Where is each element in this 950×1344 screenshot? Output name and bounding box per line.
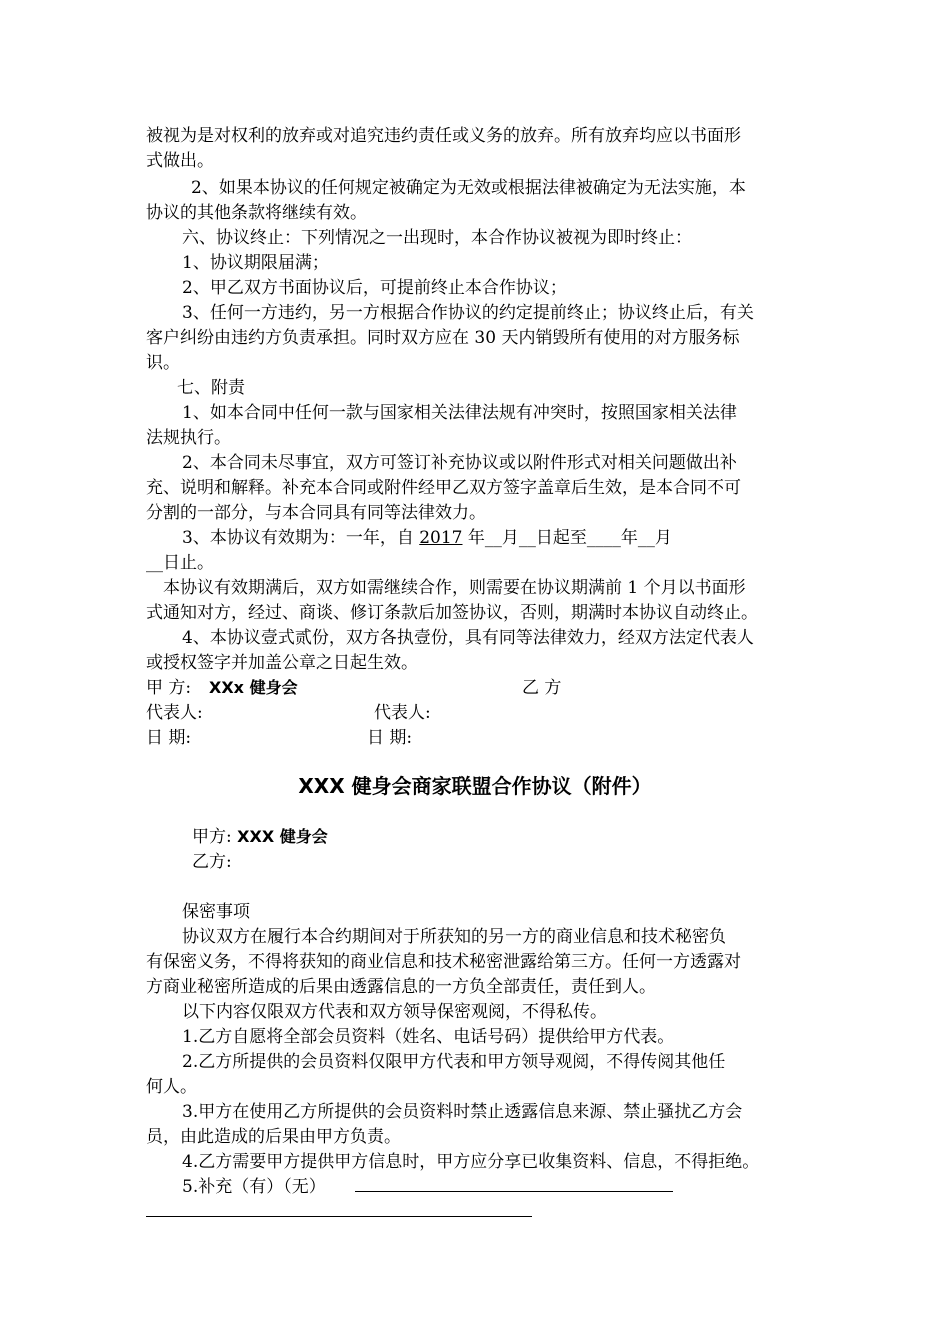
clause-item: 1、协议期限届满； <box>182 253 329 273</box>
paragraph-line: 充、说明和解释。补充本合同或附件经甲乙双方签字盖章后生效，是本合同不可 <box>146 478 741 498</box>
annex-party-b-label: 乙方: <box>192 852 232 872</box>
paragraph-line: 以下内容仅限双方代表和双方领导保密观阅，不得私传。 <box>182 1002 607 1022</box>
annex-item: 4.乙方需要甲方提供甲方信息时，甲方应分享已收集资料、信息，不得拒绝。 <box>182 1152 760 1172</box>
term-prefix: 3、本协议有效期为：一年，自 <box>182 528 414 548</box>
party-b-label: 乙 方 <box>522 678 562 698</box>
paragraph-line: 本协议有效期满后，双方如需继续合作，则需要在协议期满前 1 个月以书面形 <box>163 578 746 598</box>
paragraph-line: 式通知对方，经过、商谈、修订条款后加签协议，否则，期满时本协议自动终止。 <box>146 603 758 623</box>
paragraph-line: 法规执行。 <box>146 428 231 448</box>
paragraph-line: 式做出。 <box>146 151 214 171</box>
paragraph-line: 方商业秘密所造成的后果由透露信息的一方负全部责任，责任到人。 <box>146 977 656 997</box>
paragraph-line: 分割的一部分，与本合同具有同等法律效力。 <box>146 503 486 523</box>
paragraph-line: 被视为是对权利的放弃或对追究违约责任或义务的放弃。所有放弃均应以书面形 <box>146 126 741 146</box>
annex-item: 5.补充（有）（无） <box>182 1177 326 1197</box>
paragraph-line: 员，由此造成的后果由甲方负责。 <box>146 1127 401 1147</box>
paragraph-line: __日止。 <box>146 553 214 573</box>
paragraph-line: 客户纠纷由违约方负责承担。同时双方应在 30 天内销毁所有使用的对方服务标 <box>146 328 740 348</box>
annex-item: 3.甲方在使用乙方所提供的会员资料时禁止透露信息来源、禁止骚扰乙方会 <box>182 1102 743 1122</box>
section-heading: 六、协议终止：下列情况之一出现时，本合作协议被视为即时终止： <box>182 228 692 248</box>
paragraph-line: 何人。 <box>146 1077 197 1097</box>
date-a-label: 日 期: <box>146 728 192 748</box>
paragraph-line: 协议双方在履行本合约期间对于所获知的另一方的商业信息和技术秘密负 <box>182 927 726 947</box>
clause-item: 1、如本合同中任何一款与国家相关法律法规有冲突时，按照国家相关法律 <box>182 403 737 423</box>
section-heading: 七、附责 <box>177 378 245 398</box>
representative-a-label: 代表人: <box>146 703 203 723</box>
annex-item: 2.乙方所提供的会员资料仅限甲方代表和甲方领导观阅，不得传阅其他任 <box>182 1052 726 1072</box>
clause-item: 2、如果本协议的任何规定被确定为无效或根据法律被确定为无法实施，本 <box>191 178 746 198</box>
annex-party-a-name: XXX 健身会 <box>237 827 328 846</box>
annex-item: 1.乙方自愿将全部会员资料（姓名、电话号码）提供给甲方代表。 <box>182 1027 675 1047</box>
party-a-name: XXx 健身会 <box>209 678 298 697</box>
party-a-label: 甲 方: <box>146 678 192 698</box>
paragraph-line: 协议的其他条款将继续有效。 <box>146 203 367 223</box>
confidential-heading: 保密事项 <box>182 902 250 922</box>
blank-line <box>146 1216 532 1217</box>
supplement-blank-line <box>355 1191 673 1192</box>
term-year: 2017 <box>419 528 463 548</box>
paragraph-line: 或授权签字并加盖公章之日起生效。 <box>146 653 418 673</box>
paragraph-line: 识。 <box>146 353 180 373</box>
clause-item <box>182 526 672 550</box>
annex-party-a <box>192 825 328 849</box>
term-suffix: 年__月__日起至____年__月 <box>467 528 672 548</box>
clause-item: 2、甲乙双方书面协议后，可提前终止本合作协议； <box>182 278 567 298</box>
clause-item: 2、本合同未尽事宜，双方可签订补充协议或以附件形式对相关问题做出补 <box>182 453 737 473</box>
clause-item: 4、本协议壹式贰份，双方各执壹份，具有同等法律效力，经双方法定代表人 <box>182 628 754 648</box>
annex-title: XXX 健身会商家联盟合作协议（附件） <box>298 774 652 798</box>
paragraph-line: 有保密义务，不得将获知的商业信息和技术秘密泄露给第三方。任何一方透露对 <box>146 952 741 972</box>
annex-party-a-label: 甲方: <box>192 827 232 847</box>
representative-b-label: 代表人: <box>374 703 431 723</box>
clause-item: 3、任何一方违约，另一方根据合作协议的约定提前终止；协议终止后，有关 <box>182 303 754 323</box>
date-b-label: 日 期: <box>367 728 413 748</box>
